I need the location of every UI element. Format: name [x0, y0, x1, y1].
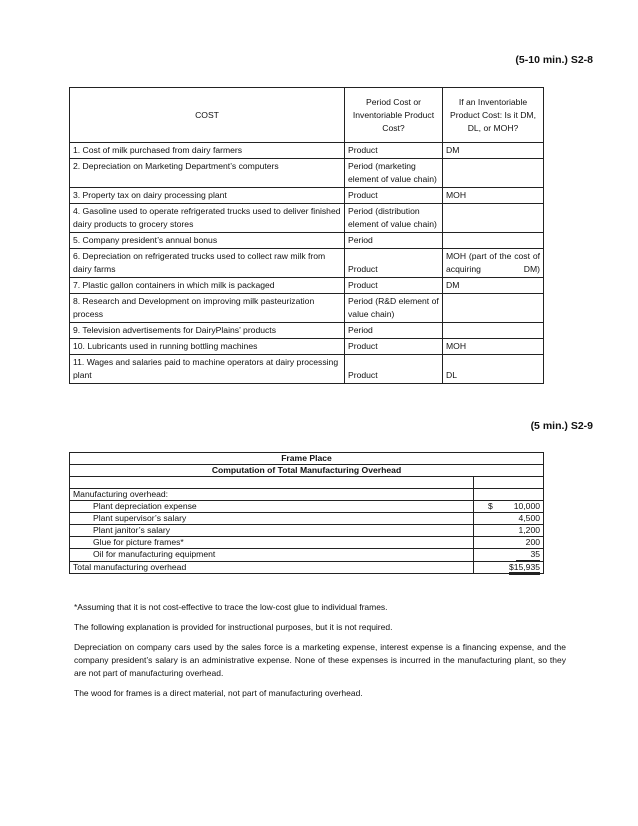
period-cell: Product — [345, 188, 443, 204]
note-paragraph: The wood for frames is a direct material, not part of manufacturing overhead. — [74, 688, 363, 698]
table-header-row — [70, 88, 544, 143]
cost-cell: 1. Cost of milk purchased from dairy farmers — [70, 143, 345, 159]
amount-value: 35 — [516, 549, 540, 561]
table-row — [70, 513, 544, 525]
cost-cell: 5. Company president’s annual bonus — [70, 233, 345, 249]
company-row — [70, 453, 544, 465]
currency-symbol: $ — [488, 501, 493, 511]
cost-cell: 9. Television advertisements for DairyPlains’ products — [70, 323, 345, 339]
item-amount: 1,200 — [474, 525, 544, 537]
period-cell: Period (R&D element of value chain) — [345, 294, 443, 323]
item-label: Plant supervisor’s salary — [70, 513, 474, 525]
inv-cell — [443, 159, 544, 188]
table-row — [70, 143, 544, 159]
table-row — [70, 159, 544, 188]
period-column-header: Period Cost or Inventoriable Product Cost? — [345, 88, 443, 143]
item-amount: 4,500 — [474, 513, 544, 525]
inv-cell: DM — [443, 278, 544, 294]
cost-cell: 10. Lubricants used in running bottling machines — [70, 339, 345, 355]
table-row — [70, 204, 544, 233]
period-cell: Period — [345, 323, 443, 339]
cost-cell: 2. Depreciation on Marketing Department’s computers — [70, 159, 345, 188]
inv-cell — [443, 233, 544, 249]
total-label: Total manufacturing overhead — [70, 562, 474, 574]
period-cell: Product — [345, 143, 443, 159]
cost-cell: 7. Plastic gallon containers in which milk is packaged — [70, 278, 345, 294]
table-row — [70, 323, 544, 339]
cost-cell: 8. Research and Development on improving milk pasteurization process — [70, 294, 345, 323]
inv-cell: MOH — [443, 339, 544, 355]
table-row — [70, 188, 544, 204]
table-row — [70, 294, 544, 323]
blank-cell — [70, 477, 474, 489]
period-cell: Product — [345, 339, 443, 355]
table-row — [70, 249, 544, 278]
table-row — [70, 501, 544, 513]
inv-cell: MOH (part of the cost of acquiring DM) — [443, 249, 544, 278]
period-cell: Product — [345, 355, 443, 384]
table-row — [70, 549, 544, 562]
s2-9-heading: (5 min.) S2-9 — [530, 420, 593, 432]
period-cell: Period — [345, 233, 443, 249]
inv-cell — [443, 323, 544, 339]
inv-cell — [443, 294, 544, 323]
note-paragraph: The following explanation is provided for instructional purposes, but it is not required. — [74, 622, 393, 632]
title-row — [70, 465, 544, 477]
company-name: Frame Place — [70, 453, 544, 465]
cost-cell: 6. Depreciation on refrigerated trucks used to collect raw milk from dairy farms — [70, 249, 345, 278]
total-row — [70, 562, 544, 574]
cost-cell: 11. Wages and salaries paid to machine operators at dairy processing plant — [70, 355, 345, 384]
blank-cell — [474, 477, 544, 489]
item-amount — [474, 549, 544, 562]
inv-cell — [443, 204, 544, 233]
table-row — [70, 525, 544, 537]
total-amount — [474, 562, 544, 574]
total-value: $15,935 — [509, 562, 540, 575]
inv-cell: DL — [443, 355, 544, 384]
blank-row — [70, 477, 544, 489]
item-label: Plant janitor’s salary — [70, 525, 474, 537]
cost-cell: 4. Gasoline used to operate refrigerated trucks used to deliver finished dairy products to grocery stores — [70, 204, 345, 233]
s2-8-heading: (5-10 min.) S2-8 — [515, 54, 593, 66]
explanation-notes — [74, 601, 566, 707]
item-label: Oil for manufacturing equipment — [70, 549, 474, 562]
section-label: Manufacturing overhead: — [70, 489, 474, 501]
blank-cell — [474, 489, 544, 501]
table-row — [70, 355, 544, 384]
amount-value: 10,000 — [513, 501, 541, 511]
item-amount: 200 — [474, 537, 544, 549]
overhead-computation-table — [69, 452, 544, 574]
cost-column-header: COST — [70, 88, 345, 143]
table-row — [70, 278, 544, 294]
inv-cell: MOH — [443, 188, 544, 204]
period-cell: Period (marketing element of value chain) — [345, 159, 443, 188]
note-paragraph: *Assuming that it is not cost-effective to trace the low-cost glue to individual frames. — [74, 602, 388, 612]
inv-cell: DM — [443, 143, 544, 159]
cost-cell: 3. Property tax on dairy processing plant — [70, 188, 345, 204]
item-label: Glue for picture frames* — [70, 537, 474, 549]
period-cell: Period (distribution element of value chain) — [345, 204, 443, 233]
inventoriable-column-header: If an Inventoriable Product Cost: Is it DM, DL, or MOH? — [443, 88, 544, 143]
item-amount — [474, 501, 544, 513]
table-row — [70, 537, 544, 549]
item-label: Plant depreciation expense — [70, 501, 474, 513]
table-row — [70, 339, 544, 355]
note-paragraph: Depreciation on company cars used by the sales force is a marketing expense, interest expense is a financing expense, and the company president’s salary is an administrative expense. None of these expenses is incurred in the manufacturing plant, so they are not part of manufacturing overhead. — [74, 642, 566, 678]
period-cell: Product — [345, 249, 443, 278]
section-row — [70, 489, 544, 501]
table-row — [70, 233, 544, 249]
computation-title: Computation of Total Manufacturing Overhead — [70, 465, 544, 477]
cost-classification-table — [69, 87, 544, 384]
period-cell: Product — [345, 278, 443, 294]
